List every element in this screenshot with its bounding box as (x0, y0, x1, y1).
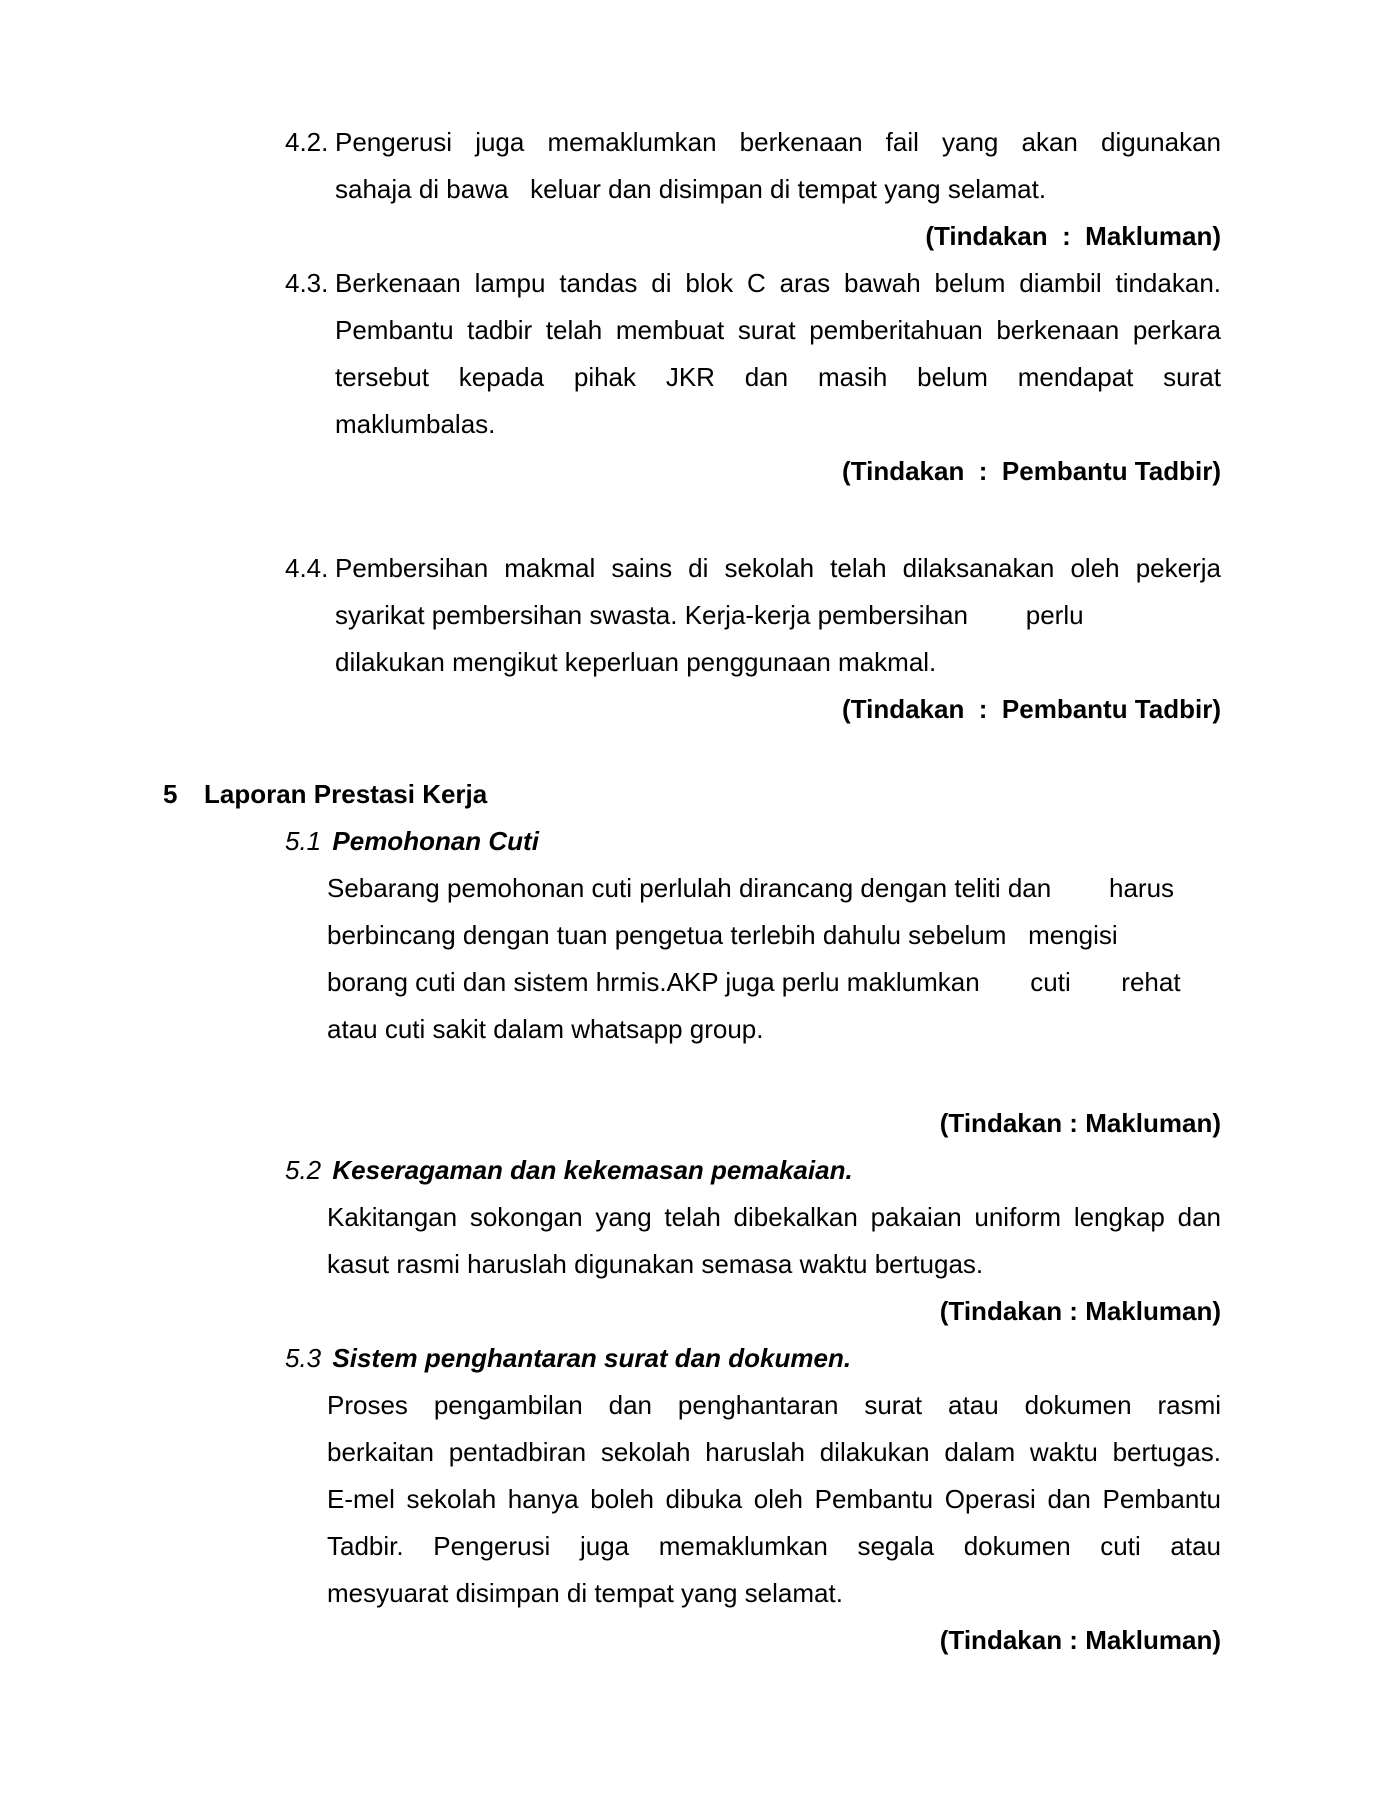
paragraph-line: Pembersihan makmal sains di sekolah telah dilaksanakan oleh pekerja (335, 553, 1221, 583)
subsection-heading (285, 1342, 851, 1374)
subsection-heading (285, 1154, 853, 1186)
paragraph-line: sahaja di bawa keluar dan disimpan di tempat yang selamat. (335, 174, 1047, 204)
paragraph-line: E-mel sekolah hanya boleh dibuka oleh Pembantu Operasi dan Pembantu (327, 1484, 1221, 1514)
paragraph-line: Kakitangan sokongan yang telah dibekalkan pakaian uniform lengkap dan (327, 1202, 1221, 1232)
paragraph-line: Pembantu tadbir telah membuat surat pemberitahuan berkenaan perkara (335, 315, 1221, 345)
subsection-number: 5.1 (285, 826, 322, 856)
paragraph-line: berbincang dengan tuan pengetua terlebih dahulu sebelum mengisi (327, 920, 1118, 950)
action-note: (Tindakan : Makluman) (925, 221, 1221, 251)
subsection-number: 5.3 (285, 1343, 322, 1373)
subsection-title: Sistem penghantaran surat dan dokumen. (332, 1343, 852, 1373)
section-number: 5 (163, 779, 178, 809)
item-number: 4.3. (285, 268, 329, 298)
subsection-title: Pemohonan Cuti (332, 826, 539, 856)
paragraph-line: Berkenaan lampu tandas di blok C aras bawah belum diambil tindakan. (335, 268, 1221, 298)
paragraph-line: borang cuti dan sistem hrmis.AKP juga perlu maklumkan cuti rehat (327, 967, 1181, 997)
paragraph-line: atau cuti sakit dalam whatsapp group. (327, 1014, 764, 1044)
action-note: (Tindakan : Makluman) (939, 1108, 1221, 1138)
action-note: (Tindakan : Pembantu Tadbir) (842, 694, 1221, 724)
paragraph-line: Tadbir. Pengerusi juga memaklumkan segala dokumen cuti atau (327, 1531, 1221, 1561)
paragraph-line: Pengerusi juga memaklumkan berkenaan fail yang akan digunakan (335, 127, 1221, 157)
paragraph-line: dilakukan mengikut keperluan penggunaan makmal. (335, 647, 937, 677)
paragraph-line: syarikat pembersihan swasta. Kerja-kerja pembersihan perlu (335, 600, 1084, 630)
action-note: (Tindakan : Makluman) (939, 1296, 1221, 1326)
subsection-heading (285, 825, 539, 857)
paragraph-line: kasut rasmi haruslah digunakan semasa waktu bertugas. (327, 1249, 984, 1279)
paragraph-line: Proses pengambilan dan penghantaran surat atau dokumen rasmi (327, 1390, 1221, 1420)
action-note: (Tindakan : Pembantu Tadbir) (842, 456, 1221, 486)
item-number: 4.4. (285, 553, 329, 583)
paragraph-line: maklumbalas. (335, 409, 496, 439)
paragraph-line: Sebarang pemohonan cuti perlulah dirancang dengan teliti dan harus (327, 873, 1175, 903)
subsection-number: 5.2 (285, 1155, 322, 1185)
section-title: Laporan Prestasi Kerja (204, 779, 488, 809)
subsection-title: Keseragaman dan kekemasan pemakaian. (332, 1155, 853, 1185)
paragraph-line: berkaitan pentadbiran sekolah haruslah dilakukan dalam waktu bertugas. (327, 1437, 1221, 1467)
paragraph-line: tersebut kepada pihak JKR dan masih belum mendapat surat (335, 362, 1221, 392)
item-number: 4.2. (285, 127, 329, 157)
action-note: (Tindakan : Makluman) (939, 1625, 1221, 1655)
paragraph-line: mesyuarat disimpan di tempat yang selamat. (327, 1578, 843, 1608)
